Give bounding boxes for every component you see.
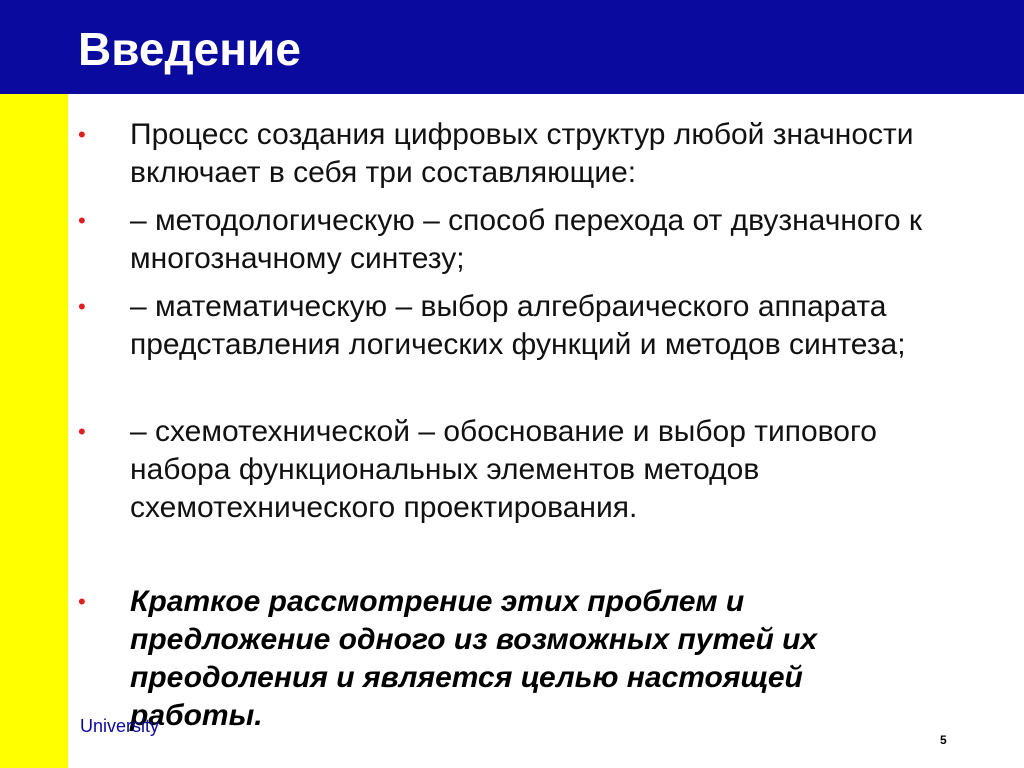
bullet-text: Процесс создания цифровых структур любой значности включает в себя три составляющие: (130, 118, 914, 189)
bullet-marker: • (78, 122, 86, 147)
slide-title: Введение (78, 23, 301, 75)
bullet-marker: • (78, 294, 86, 319)
bullet-text: – методологическую – способ перехода от двузначного к многозначному синтезу; (130, 204, 923, 275)
bullet-text-emphasized: Краткое рассмотрение этих проблем и предложение одного из возможных путей их преодоления и является целью настоящей работы. (130, 585, 818, 732)
footer-university-label: University (80, 716, 160, 736)
bullet-marker: • (78, 419, 86, 444)
bullet-text: – схемотехнической – обоснование и выбор типового набора функциональных элементов методов схемотехнического проектирования. (130, 415, 877, 524)
page-number: 5 (940, 733, 947, 747)
bullet-marker: • (78, 589, 86, 614)
bullet-marker: • (78, 208, 86, 233)
bullet-text: – математическую – выбор алгебраического аппарата представления логических функций и методов синтеза; (130, 290, 906, 361)
